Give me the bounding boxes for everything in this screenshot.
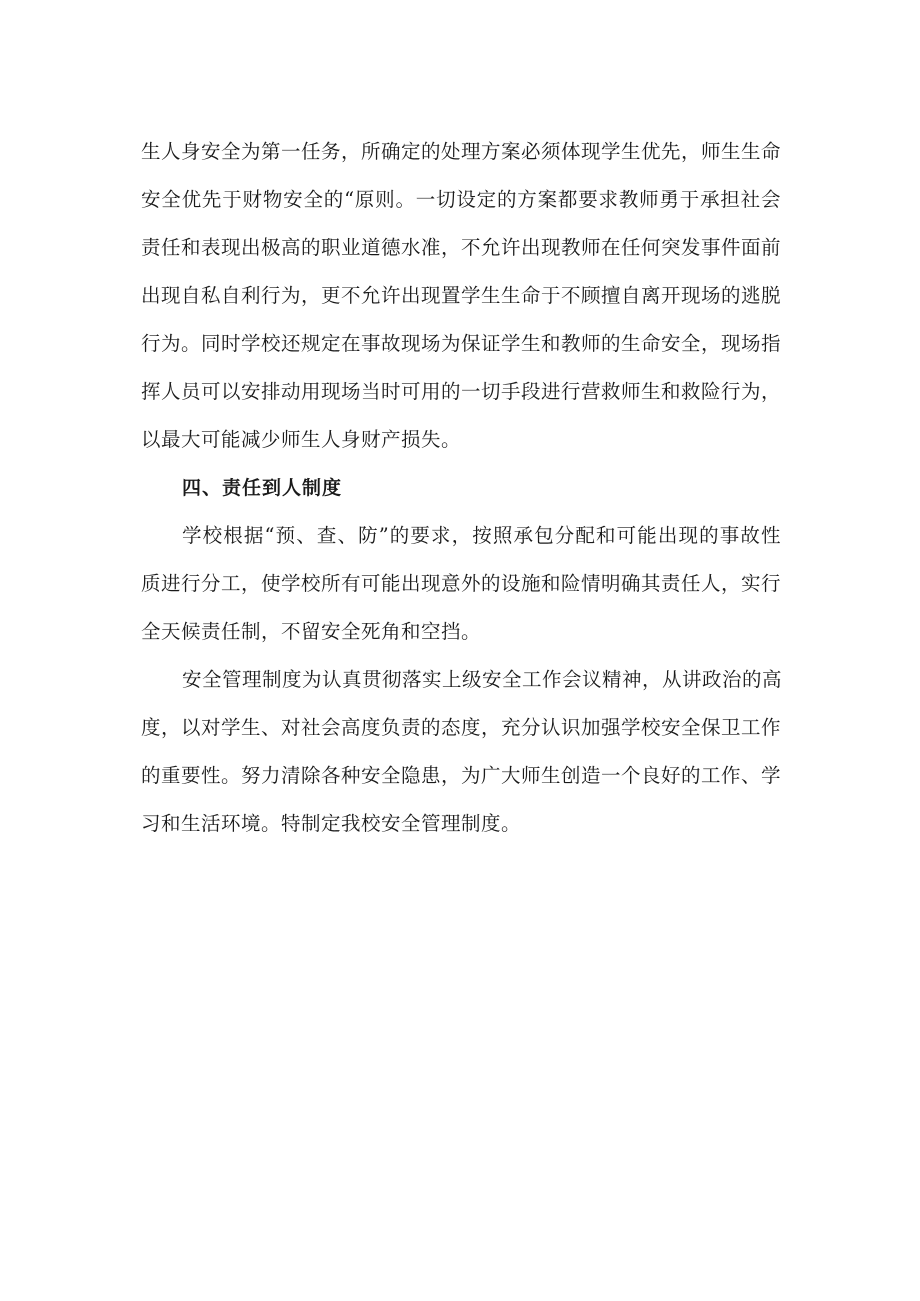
section-heading: 四、责任到人制度 bbox=[182, 477, 343, 499]
text-line: 责任和表现出极高的职业道德水准，不允许出现教师在任何突发事件面前 bbox=[141, 236, 782, 259]
text-line: 的重要性。努力清除各种安全隐患，为广大师生创造一个良好的工作、学 bbox=[141, 764, 782, 787]
text-line: 学校根据“预、查、防”的要求，按照承包分配和可能出现的事故性 bbox=[182, 524, 781, 547]
text-line: 质进行分工，使学校所有可能出现意外的设施和险情明确其责任人，实行 bbox=[141, 572, 782, 595]
paragraph-safety-management bbox=[141, 656, 781, 848]
text-line: 度，以对学生、对社会高度负责的态度，充分认识加强学校安全保卫工作 bbox=[141, 716, 782, 739]
text-line: 习和生活环境。特制定我校安全管理制度。 bbox=[141, 812, 522, 835]
text-line: 生人身安全为第一任务，所确定的处理方案必须体现学生优先，师生生命 bbox=[141, 140, 782, 163]
text-line: 出现自私自利行为，更不允许出现置学生生命于不顾擅自离开现场的逃脱 bbox=[141, 284, 782, 307]
paragraph-continuation bbox=[141, 128, 781, 464]
paragraph-responsibility bbox=[141, 512, 781, 656]
text-line: 行为。同时学校还规定在事故现场为保证学生和教师的生命安全，现场指 bbox=[141, 332, 782, 355]
text-line: 安全管理制度为认真贯彻落实上级安全工作会议精神，从讲政治的高 bbox=[182, 668, 783, 691]
text-line: 全天候责任制，不留安全死角和空挡。 bbox=[141, 620, 482, 643]
text-line: 挥人员可以安排动用现场当时可用的一切手段进行营救师生和救险行为， bbox=[141, 380, 782, 403]
text-line: 安全优先于财物安全的“原则。一切设定的方案都要求教师勇于承担社会 bbox=[141, 188, 781, 211]
document-body bbox=[141, 128, 781, 848]
text-line: 以最大可能减少师生人身财产损失。 bbox=[141, 428, 462, 451]
